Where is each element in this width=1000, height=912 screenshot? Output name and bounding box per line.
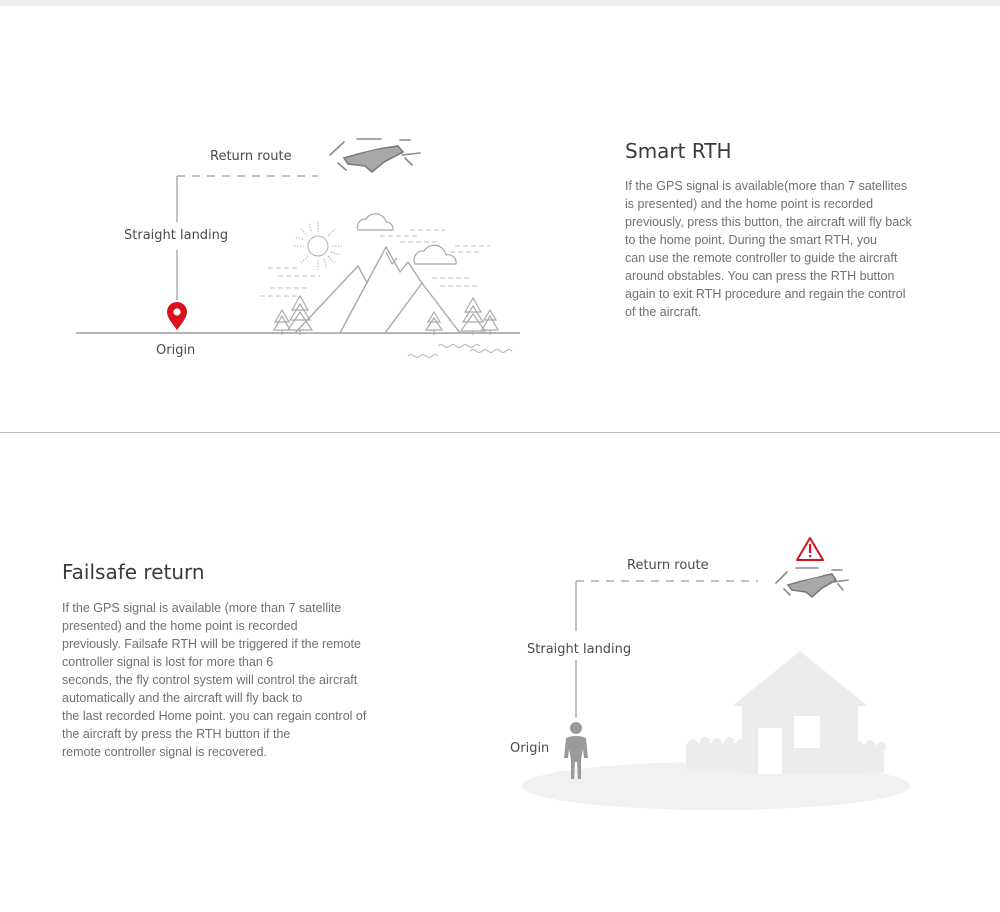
- straight-landing-label: Straight landing: [124, 228, 229, 243]
- description-line: If the GPS signal is available(more than 7 satellites: [625, 179, 908, 193]
- description-line: controller signal is lost for more than 6: [62, 655, 274, 669]
- description-line: remote controller signal is recovered.: [62, 745, 267, 759]
- description-line: around obstables. You can press the RTH button: [625, 269, 895, 283]
- description-line: is presented) and the home point is recorded: [625, 197, 874, 211]
- return-route-label: Return route: [627, 558, 709, 573]
- description-line: presented) and the home point is recorded: [62, 619, 298, 633]
- description-line: the last recorded Home point. you can regain control of: [62, 709, 367, 723]
- return-route-label: Return route: [210, 149, 292, 164]
- section-title: Smart RTH: [625, 139, 732, 163]
- description-line: previously, press this button, the aircraft will fly back: [625, 215, 912, 229]
- house-illustration: [686, 651, 886, 774]
- description-line: the aircraft by press the RTH button if the: [62, 727, 291, 741]
- description-line: again to exit RTH procedure and regain the control: [625, 287, 906, 301]
- section-title: Failsafe return: [62, 560, 205, 584]
- straight-landing-label: Straight landing: [527, 642, 632, 657]
- origin-label: Origin: [510, 741, 550, 756]
- origin-label: Origin: [156, 343, 196, 358]
- description-line: seconds, the fly control system will control the aircraft: [62, 673, 358, 687]
- description-line: to the home point. During the smart RTH, you: [625, 233, 877, 247]
- warning-icon: [797, 538, 823, 560]
- drone-icon: [776, 568, 848, 597]
- description-line: automatically and the aircraft will fly back to: [62, 691, 303, 705]
- description-line: of the aircraft.: [625, 305, 702, 319]
- description-line: If the GPS signal is available (more than 7 satellite: [62, 601, 342, 615]
- description-line: can use the remote controller to guide the aircraft: [625, 251, 898, 265]
- description-line: previously. Failsafe RTH will be triggered if the remote: [62, 637, 361, 651]
